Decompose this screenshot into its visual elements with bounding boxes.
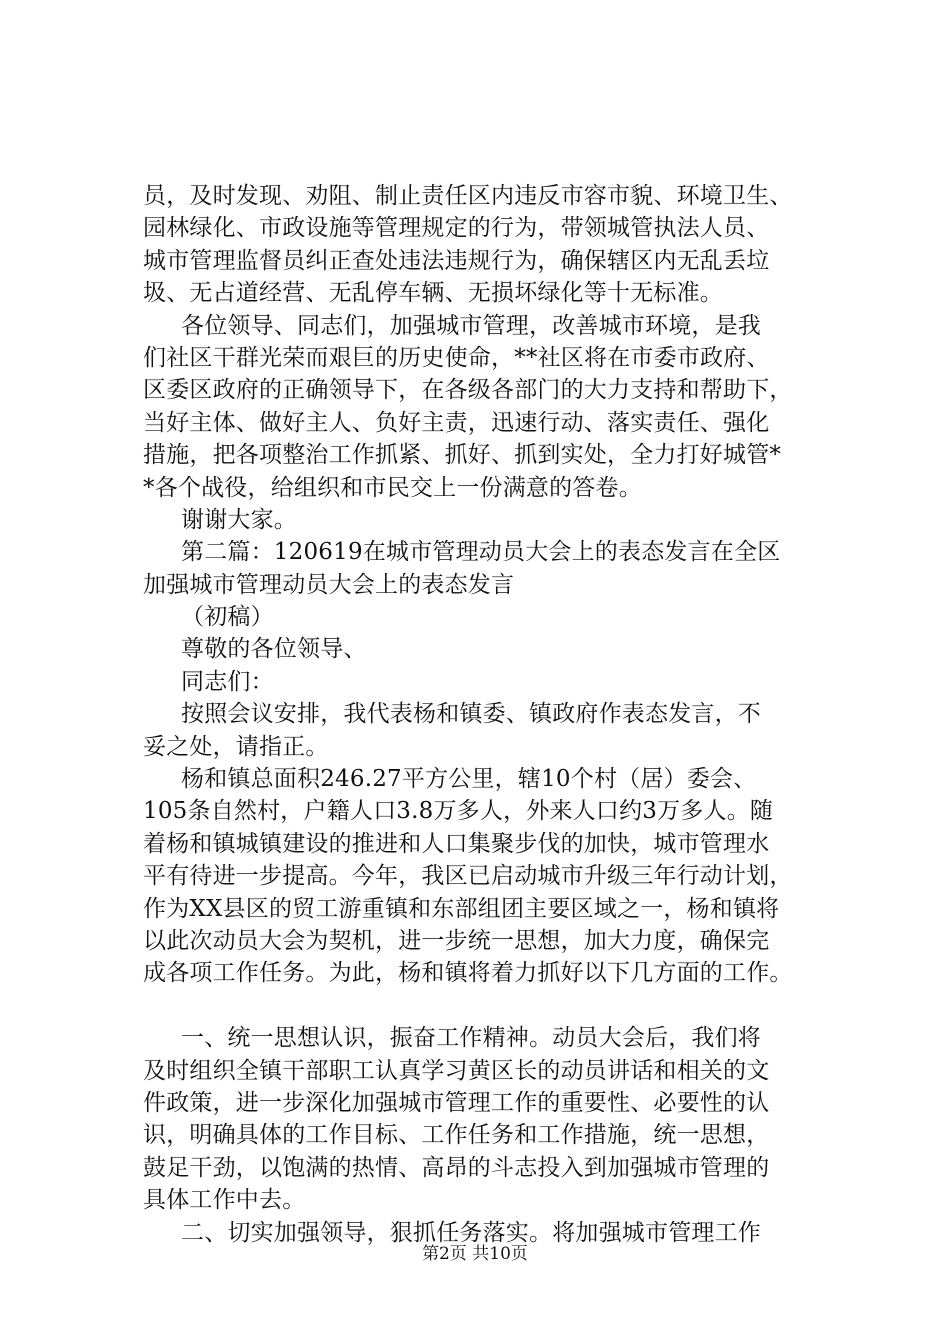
text-line: 园林绿化、市政设施等管理规定的行为，带领城管执法人员、 [143, 215, 770, 242]
text-line: 员，及时发现、劝阻、制止责任区内违反市容市貌、环境卫生、 [143, 183, 793, 209]
text-line: 以此次动员大会为契机，进一步统一思想，加大力度，确保完 [143, 927, 770, 954]
text-line: 及时组织全镇干部职工认真学习黄区长的动员讲话和相关的文 [143, 1057, 770, 1084]
paragraph-start: 二、切实加强领导，狠抓任务落实。将加强城市管理工作 [181, 1219, 761, 1246]
salutation: 尊敬的各位领导、 [181, 636, 367, 663]
paragraph-start: 杨和镇总面积246.27平方公里，辖10个村（居）委会、 [181, 766, 757, 793]
draft-note: （初稿） [181, 604, 274, 631]
text-line: 措施，把各项整治工作抓紧、抓好、抓到实处，全力打好城管* [143, 442, 782, 469]
section-heading: 第二篇：120619在城市管理动员大会上的表态发言在全区 [181, 539, 781, 566]
section-heading-cont: 加强城市管理动员大会上的表态发言 [143, 571, 515, 598]
closing-thanks: 谢谢大家。 [181, 506, 297, 533]
paragraph-gap [143, 990, 863, 1022]
text-line: 鼓足干劲，以饱满的热情、高昂的斗志投入到加强城市管理的 [143, 1154, 770, 1181]
text-line: 们社区干群光荣而艰巨的历史使命，**社区将在市委市政府、 [143, 344, 770, 371]
text-line: 成各项工作任务。为此，杨和镇将着力抓好以下几方面的工作。 [143, 960, 793, 987]
text-line: 圾、无占道经营、无乱停车辆、无损坏绿化等十无标准。 [143, 280, 723, 307]
text-line: 妥之处，请指正。 [143, 733, 329, 760]
text-line: 当好主体、做好主人、负好主责，迅速行动、落实责任、强化 [143, 409, 770, 436]
text-line: 作为XX县区的贸工游重镇和东部组团主要区域之一，杨和镇将 [143, 895, 780, 922]
paragraph-start: 各位领导、同志们，加强城市管理，改善城市环境，是我 [181, 312, 761, 339]
text-line: 具体工作中去。 [143, 1187, 306, 1214]
paragraph-start: 按照会议安排，我代表杨和镇委、镇政府作表态发言，不 [181, 701, 761, 728]
document-body [143, 180, 863, 1249]
text-line: 平有待进一步提高。今年，我区已启动城市升级三年行动计划， [143, 863, 793, 890]
text-line: 识，明确具体的工作目标、工作任务和工作措施，统一思想， [143, 1122, 770, 1149]
text-line: 区委区政府的正确领导下，在各级各部门的大力支持和帮助下， [143, 377, 793, 404]
text-line: 着杨和镇城镇建设的推进和人口集聚步伐的加快，城市管理水 [143, 830, 770, 857]
text-line: 件政策，进一步深化加强城市管理工作的重要性、必要性的认 [143, 1089, 770, 1116]
paragraph-start: 一、统一思想认识，振奋工作精神。动员大会后，我们将 [181, 1025, 761, 1052]
text-line: 105条自然村，户籍人口3.8万多人，外来人口约3万多人。随 [143, 798, 774, 825]
page-footer: 第2页 共10页 [422, 1244, 528, 1264]
salutation-cont: 同志们： [181, 668, 274, 695]
text-line: 城市管理监督员纠正查处违法违规行为，确保辖区内无乱丢垃 [143, 247, 770, 274]
text-line: *各个战役，给组织和市民交上一份满意的答卷。 [143, 474, 642, 501]
